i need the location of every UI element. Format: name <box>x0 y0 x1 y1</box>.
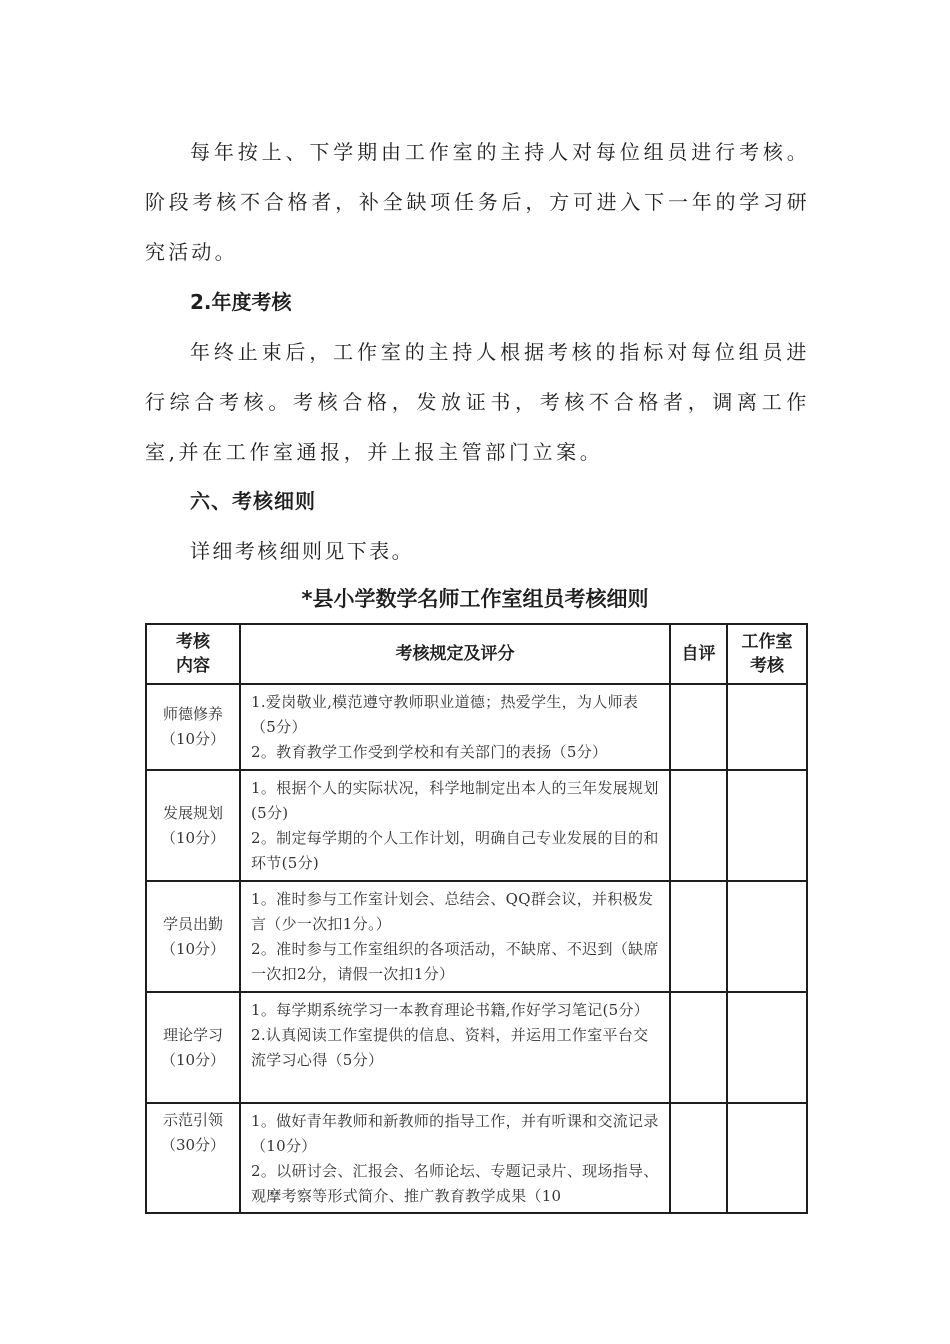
office-eval-cell[interactable] <box>727 881 807 992</box>
rule-item: 1.爱岗敬业,模范遵守教师职业道德；热爱学生，为人师表（5分） <box>251 693 639 736</box>
category-score: （10分） <box>160 730 226 748</box>
table-row <box>146 992 807 1103</box>
category-name: 学员出勤 <box>162 914 223 933</box>
header-office-line1: 工作室 <box>741 632 793 652</box>
paragraph-stage-assessment: 每年按上、下学期由工作室的主持人对每位组员进行考核。阶段考核不合格者，补全缺项任务后，方可进入下一年的学习研究活动。 <box>145 140 810 264</box>
paragraph-annual-assessment: 年终止束后，工作室的主持人根据考核的指标对每位组员进行综合考核。考核合格，发放证书，考核不合格者，调离工作室,并在工作室通报，并上报主管部门立案。 <box>145 340 810 464</box>
rule-item: 1。做好青年教师和新教师的指导工作，并有听课和交流记录（10分） <box>251 1112 659 1155</box>
category-name: 示范引领 <box>162 1111 223 1129</box>
header-content-line2: 内容 <box>176 656 210 676</box>
heading-annual-assessment: 2.年度考核 <box>190 290 292 314</box>
category-score: （10分） <box>160 1050 226 1069</box>
rule-item: 2。准时参与工作室组织的各项活动，不缺席、不迟到（缺席一次扣2分，请假一次扣1分） <box>251 940 659 983</box>
table-row <box>146 684 807 770</box>
header-rules: 考核规定及评分 <box>240 624 670 684</box>
table-row <box>146 881 807 992</box>
self-eval-cell[interactable] <box>670 992 727 1103</box>
rule-item: 2。以研讨会、汇报会、名师论坛、专题记录片、现场指导、观摩考察等形式简介、推广教育教学成果（10 <box>251 1162 659 1205</box>
rule-item: 1。根据个人的实际状况，科学地制定出本人的三年发展规划(5分) <box>251 779 659 822</box>
rule-item: 1。准时参与工作室计划会、总结会、QQ群会议，并积极发言（少一次扣1分。） <box>251 890 654 933</box>
rule-item: 2。制定每学期的个人工作计划，明确自己专业发展的目的和环节(5分) <box>251 829 659 872</box>
rules-cell <box>240 1103 670 1213</box>
rules-cell <box>240 881 670 992</box>
header-content-line1: 考核 <box>176 632 210 652</box>
self-eval-cell[interactable] <box>670 1103 727 1213</box>
rule-item: 2。教育教学工作受到学校和有关部门的表扬（5分） <box>251 743 608 761</box>
table-title: *县小学数学名师工作室组员考核细则 <box>301 587 649 611</box>
category-score: （10分） <box>160 828 226 847</box>
category-cell <box>146 992 240 1103</box>
header-office-eval <box>727 624 807 684</box>
category-name: 发展规划 <box>162 803 223 822</box>
category-score: （10分） <box>160 939 226 958</box>
paragraph-see-table: 详细考核细则见下表。 <box>190 539 414 563</box>
self-eval-cell[interactable] <box>670 684 727 770</box>
self-eval-cell[interactable] <box>670 881 727 992</box>
category-cell <box>146 770 240 881</box>
header-office-line2: 考核 <box>750 656 784 676</box>
category-cell <box>146 881 240 992</box>
category-name: 理论学习 <box>162 1025 223 1044</box>
table-row <box>146 1103 807 1213</box>
category-cell <box>146 684 240 770</box>
table-header-row <box>146 624 807 684</box>
office-eval-cell[interactable] <box>727 770 807 881</box>
rules-cell <box>240 684 670 770</box>
category-score: （30分） <box>160 1136 226 1154</box>
header-self-eval: 自评 <box>670 624 727 684</box>
office-eval-cell[interactable] <box>727 992 807 1103</box>
rule-item: 2.认真阅读工作室提供的信息、资料，并运用工作室平台交流学习心得（5分） <box>251 1026 649 1069</box>
assessment-table <box>145 623 808 1214</box>
office-eval-cell[interactable] <box>727 1103 807 1213</box>
rules-cell <box>240 770 670 881</box>
self-eval-cell[interactable] <box>670 770 727 881</box>
category-name: 师德修养 <box>162 705 223 723</box>
rules-cell <box>240 992 670 1103</box>
table-row <box>146 770 807 881</box>
category-cell <box>146 1103 240 1213</box>
header-content <box>146 624 240 684</box>
rule-item: 1。每学期系统学习一本教育理论书籍,作好学习笔记(5分） <box>251 1001 650 1019</box>
office-eval-cell[interactable] <box>727 684 807 770</box>
heading-assessment-rules: 六、考核细则 <box>190 489 316 513</box>
